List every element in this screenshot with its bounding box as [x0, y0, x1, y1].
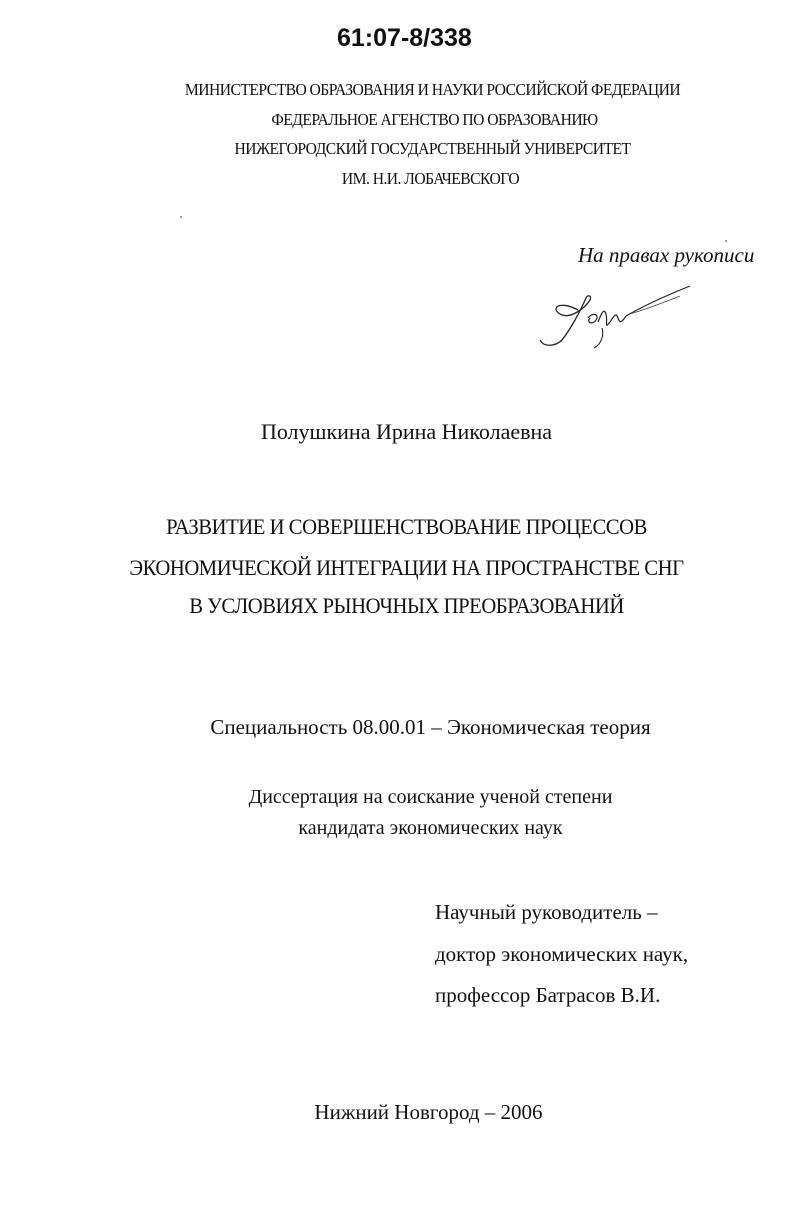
rights-note: На правах рукописи	[578, 243, 755, 267]
scan-speck	[725, 240, 727, 242]
scan-speck	[180, 216, 182, 218]
dissertation-line-1: Диссертация на соискание ученой степени	[248, 786, 613, 808]
supervisor-line-1: Научный руководитель –	[435, 900, 658, 924]
dissertation-line-2: кандидата экономических наук	[298, 817, 563, 839]
ministry-line-1: МИНИСТЕРСТВО ОБРАЗОВАНИЯ И НАУКИ РОССИЙСКОЙ ФЕДЕРАЦИИ	[184, 80, 681, 99]
author-signature	[530, 278, 700, 358]
supervisor-line-2: доктор экономических наук,	[435, 942, 689, 966]
title-line-3: В УСЛОВИЯХ РЫНОЧНЫХ ПРЕОБРАЗОВАНИЙ	[189, 593, 624, 618]
title-line-1: РАЗВИТИЕ И СОВЕРШЕНСТВОВАНИЕ ПРОЦЕССОВ	[166, 514, 647, 539]
archive-code: 61:07-8/338	[337, 24, 472, 52]
ministry-line-2: ФЕДЕРАЛЬНОЕ АГЕНСТВО ПО ОБРАЗОВАНИЮ	[271, 110, 598, 129]
title-line-2: ЭКОНОМИЧЕСКОЙ ИНТЕГРАЦИИ НА ПРОСТРАНСТВЕ СНГ	[129, 555, 684, 580]
author-name: Полушкина Ирина Николаевна	[260, 419, 553, 444]
supervisor-line-3: профессор Батрасов В.И.	[435, 983, 661, 1007]
ministry-line-3: НИЖЕГОРОДСКИЙ ГОСУДАРСТВЕННЫЙ УНИВЕРСИТЕТ	[234, 139, 631, 158]
specialty-line: Специальность 08.00.01 – Экономическая теория	[210, 715, 651, 739]
ministry-line-4: ИМ. Н.И. ЛОБАЧЕВСКОГО	[341, 169, 520, 188]
city-year: Нижний Новгород – 2006	[314, 1100, 543, 1124]
